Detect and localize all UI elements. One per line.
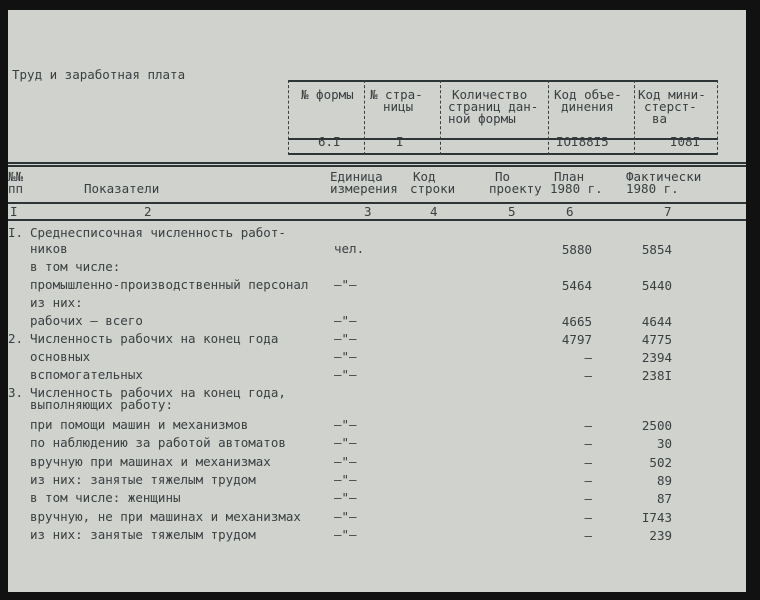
row-fact-value: 30: [656, 436, 672, 451]
row-indicator: Численность рабочих на конец года: [30, 331, 279, 346]
row-fact-value: 87: [656, 491, 672, 506]
row-plan-value: 4797: [561, 332, 592, 347]
row-indicator: вручную, не при машинах и механизмах: [30, 509, 301, 524]
row-fact-value: 89: [656, 473, 672, 488]
row-fact-value: 2394: [641, 350, 672, 365]
row-indicator: промышленно-производственный персонал: [30, 277, 309, 292]
row-indicator: в том числе:: [30, 259, 121, 274]
row-plan-value: –: [584, 368, 592, 383]
header-unit-1: Единица: [330, 169, 383, 184]
row-number: I.: [8, 225, 24, 240]
page-number-value: I: [396, 134, 404, 149]
header-nn: №№: [8, 169, 24, 184]
row-number: 2.: [8, 331, 24, 346]
row-unit: –"–: [334, 417, 357, 432]
row-indicator: Численность рабочих на конец года,: [30, 385, 286, 400]
col-num-1: I: [10, 204, 18, 219]
row-fact-value: 238I: [641, 368, 672, 383]
row-fact-value: 239: [649, 528, 672, 543]
row-unit: –"–: [334, 472, 357, 487]
row-indicator: при помощи машин и механизмов: [30, 417, 249, 432]
form-number-value: 6.I: [318, 134, 341, 149]
document-page: [8, 10, 746, 592]
row-fact-value: 2500: [641, 418, 672, 433]
row-indicator: вручную при машинах и механизмах: [30, 454, 271, 469]
header-fact-1: Фактически: [626, 169, 702, 184]
row-unit: чел.: [334, 241, 365, 256]
row-unit: –"–: [334, 367, 357, 382]
col-num-7: 7: [664, 204, 672, 219]
row-indicator: вспомогательных: [30, 367, 143, 382]
page-number-label-2: ницы: [383, 99, 414, 114]
row-plan-value: 5880: [561, 242, 592, 257]
page-count-label-3: ной формы: [448, 111, 516, 126]
header-pp: пп: [8, 181, 24, 196]
row-unit: –"–: [334, 313, 357, 328]
union-code-label-1: Код объе-: [554, 87, 622, 102]
ministry-code-label-1: Код мини-: [638, 87, 706, 102]
row-fact-value: I743: [641, 510, 672, 525]
row-unit: –"–: [334, 349, 357, 364]
row-indicator: из них: занятые тяжелым трудом: [30, 527, 256, 542]
row-plan-value: 5464: [561, 278, 592, 293]
ministry-code-label-2: стерст-: [644, 99, 697, 114]
row-plan-value: –: [584, 491, 592, 506]
union-code-value: IOI88I5: [556, 134, 609, 149]
header-indicators: Показатели: [84, 181, 160, 196]
row-unit: –"–: [334, 490, 357, 505]
row-fact-value: 502: [649, 455, 672, 470]
row-plan-value: –: [584, 350, 592, 365]
row-unit: –"–: [334, 527, 357, 542]
col-num-2: 2: [144, 204, 152, 219]
row-indicator: рабочих – всего: [30, 313, 143, 328]
row-unit: –"–: [334, 435, 357, 450]
row-indicator: основных: [30, 349, 91, 364]
ministry-code-value: I08I: [670, 134, 701, 149]
row-indicator: по наблюдению за работой автоматов: [30, 435, 286, 450]
header-project-2: проекту: [489, 181, 542, 196]
row-indicator: из них: занятые тяжелым трудом: [30, 472, 256, 487]
header-plan-2: 1980 г.: [550, 181, 603, 196]
ministry-code-label-3: ва: [652, 111, 668, 126]
row-fact-value: 4644: [641, 314, 672, 329]
row-indicator: из них:: [30, 295, 83, 310]
col-num-4: 4: [430, 204, 438, 219]
row-unit: –"–: [334, 277, 357, 292]
page-number-label-1: № стра-: [370, 87, 423, 102]
header-project-1: По: [495, 169, 511, 184]
row-indicator: Среднесписочная численность работ-: [30, 225, 286, 240]
header-plan-1: План: [554, 169, 585, 184]
row-indicator: выполняющих работу:: [30, 397, 173, 412]
row-plan-value: –: [584, 473, 592, 488]
row-plan-value: –: [584, 510, 592, 525]
row-fact-value: 5854: [641, 242, 672, 257]
form-number-label: № формы: [301, 87, 354, 102]
page-count-label-2: страниц дан-: [448, 99, 539, 114]
page-count-label-1: Количество: [452, 87, 528, 102]
row-unit: –"–: [334, 454, 357, 469]
row-fact-value: 4775: [641, 332, 672, 347]
section-title: Труд и заработная плата: [12, 67, 186, 82]
row-fact-value: 5440: [641, 278, 672, 293]
row-plan-value: –: [584, 418, 592, 433]
row-unit: –"–: [334, 509, 357, 524]
row-indicator: в том числе: женщины: [30, 490, 181, 505]
header-code-1: Код: [413, 169, 436, 184]
row-plan-value: –: [584, 455, 592, 470]
row-number: 3.: [8, 385, 24, 400]
col-num-6: 6: [566, 204, 574, 219]
header-fact-2: 1980 г.: [626, 181, 679, 196]
row-plan-value: –: [584, 436, 592, 451]
row-unit: –"–: [334, 331, 357, 346]
row-plan-value: –: [584, 528, 592, 543]
union-code-label-2: динения: [561, 99, 614, 114]
row-indicator: ников: [30, 241, 68, 256]
header-code-2: строки: [410, 181, 456, 196]
header-unit-2: измерения: [330, 181, 398, 196]
row-plan-value: 4665: [561, 314, 592, 329]
col-num-5: 5: [508, 204, 516, 219]
col-num-3: 3: [364, 204, 372, 219]
